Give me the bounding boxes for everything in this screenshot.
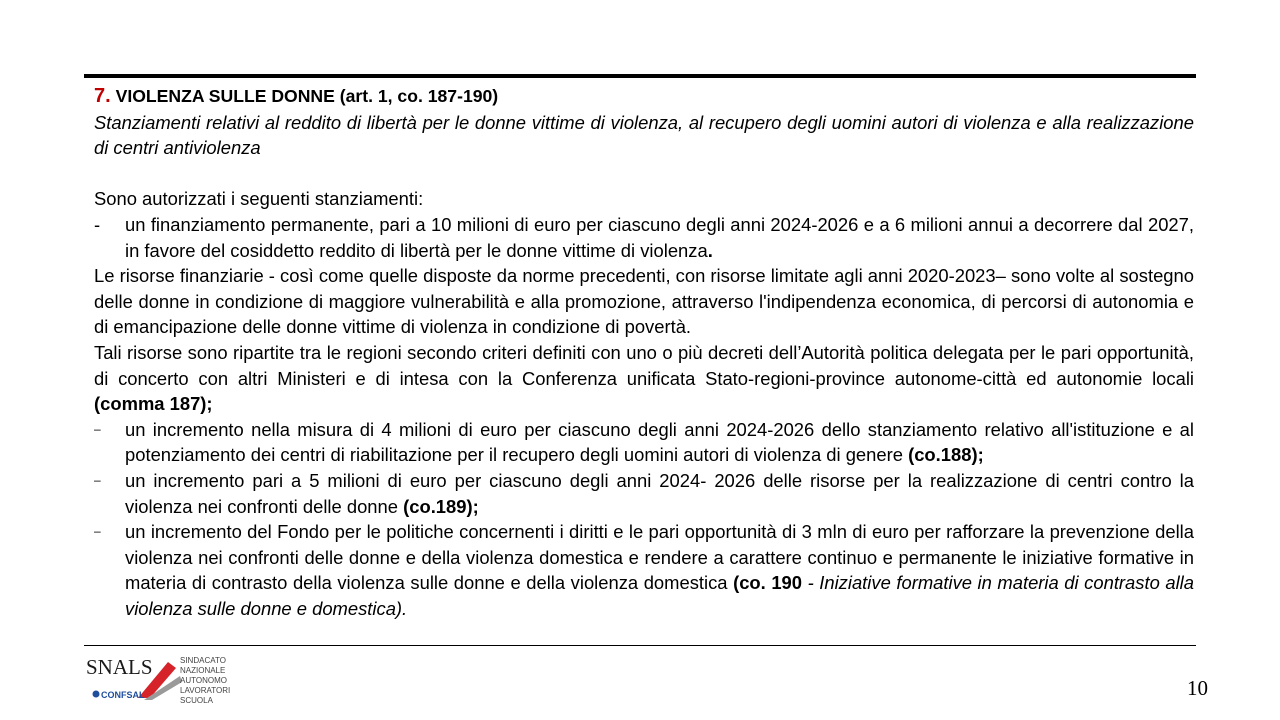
snals-logo [84, 654, 244, 706]
logo-line: SCUOLA [180, 696, 213, 705]
list-marker: – [94, 524, 101, 539]
list-item [94, 212, 1194, 263]
logo-confsal: CONFSAL [101, 690, 145, 700]
top-rule [84, 74, 1196, 78]
confsal-dot-icon [93, 691, 100, 698]
list-item [94, 519, 1194, 621]
list-item-text: un incremento pari a 5 milioni di euro per ciascuno degli anni 2024- 2026 delle risorse per la realizzazione di centri contro la violenza nei confronti delle donne [125, 469, 1194, 517]
list-item-ref: (co. 190 [733, 572, 803, 594]
intro-text: Sono autorizzati i seguenti stanziamenti: [94, 188, 424, 210]
page-number: 10 [1187, 676, 1208, 700]
list-item-tail: . [707, 239, 713, 261]
logo-acronym-lines [180, 656, 230, 705]
paragraph-allocation-ref: (comma 187); [94, 393, 213, 415]
list-item [94, 468, 1194, 519]
logo-line: SINDACATO [180, 656, 226, 665]
logo-line: LAVORATORI [180, 686, 231, 695]
slide-content [94, 84, 1194, 621]
list-item-ref: (co.188); [908, 444, 984, 466]
list-marker: - [94, 213, 101, 235]
section-number: 7. [94, 85, 111, 107]
logo-line: NAZIONALE [180, 666, 226, 675]
paragraph-resources: Le risorse finanziarie - così come quelle disposte da norme precedenti, con risorse limitate agli anni 2020-2023– sono volte al sostegno delle donne in condizione di maggiore vulnerabilità e alla promozione, attraverso l'indipendenza economica, di percorsi di autonomia e di emancipazione delle donne vittime di violenza in condizione di povertà. [94, 265, 1194, 338]
paragraph-allocation-text: Tali risorse sono ripartite tra le regioni secondo criteri definiti con uno o più decreti dell’Autorità politica delegata per le pari opportunità, di concerto con altri Ministeri e di intesa con la Conferenza unificata Stato-regioni-province autonome-città ed autonomie locali [94, 341, 1194, 389]
section-heading [94, 84, 1194, 110]
list-marker: – [94, 472, 101, 487]
spacer [94, 161, 1194, 187]
list-marker: – [94, 421, 101, 436]
logo-line: AUTONOMO [180, 676, 227, 685]
section-subtitle: Stanziamenti relativi al reddito di libertà per le donne vittime di violenza, al recupero degli uomini autori di violenza e alla realizzazione di centri antiviolenza [94, 111, 1194, 159]
bottom-rule [84, 645, 1196, 646]
list-item-text: un finanziamento permanente, pari a 10 milioni di euro per ciascuno degli anni 2024-2026 e a 6 milioni annui a decorrere dal 2027, in favore del cosiddetto reddito di libertà per le donne vittime di violenza [125, 213, 1194, 261]
list-item-ref-tail: - Iniziative formative in materia di contrasto alla violenza sulle donne e domestica). [125, 572, 1194, 619]
list-item [94, 417, 1194, 468]
list-item-ref: (co.189); [403, 495, 479, 517]
section-title: VIOLENZA SULLE DONNE (art. 1, co. 187-190) [115, 86, 499, 106]
paragraph-allocation [94, 340, 1194, 417]
logo-wordmark: SNALS [86, 655, 153, 679]
list-item-text: un incremento nella misura di 4 milioni di euro per ciascuno degli anni 2024-2026 dello stanziamento relativo all'istituzione e al potenziamento dei centri di riabilitazione per il recupero degli uomini autori di violenza di genere [125, 418, 1194, 466]
list-item-text: un incremento del Fondo per le politiche concernenti i diritti e le pari opportunità di 3 mln di euro per rafforzare la prevenzione della violenza nei confronti delle donne e della violenza domestica e rendere a carattere continuo e permanente le iniziative formative in materia di contrasto della violenza sulle donne e della violenza domestica [125, 521, 1194, 594]
